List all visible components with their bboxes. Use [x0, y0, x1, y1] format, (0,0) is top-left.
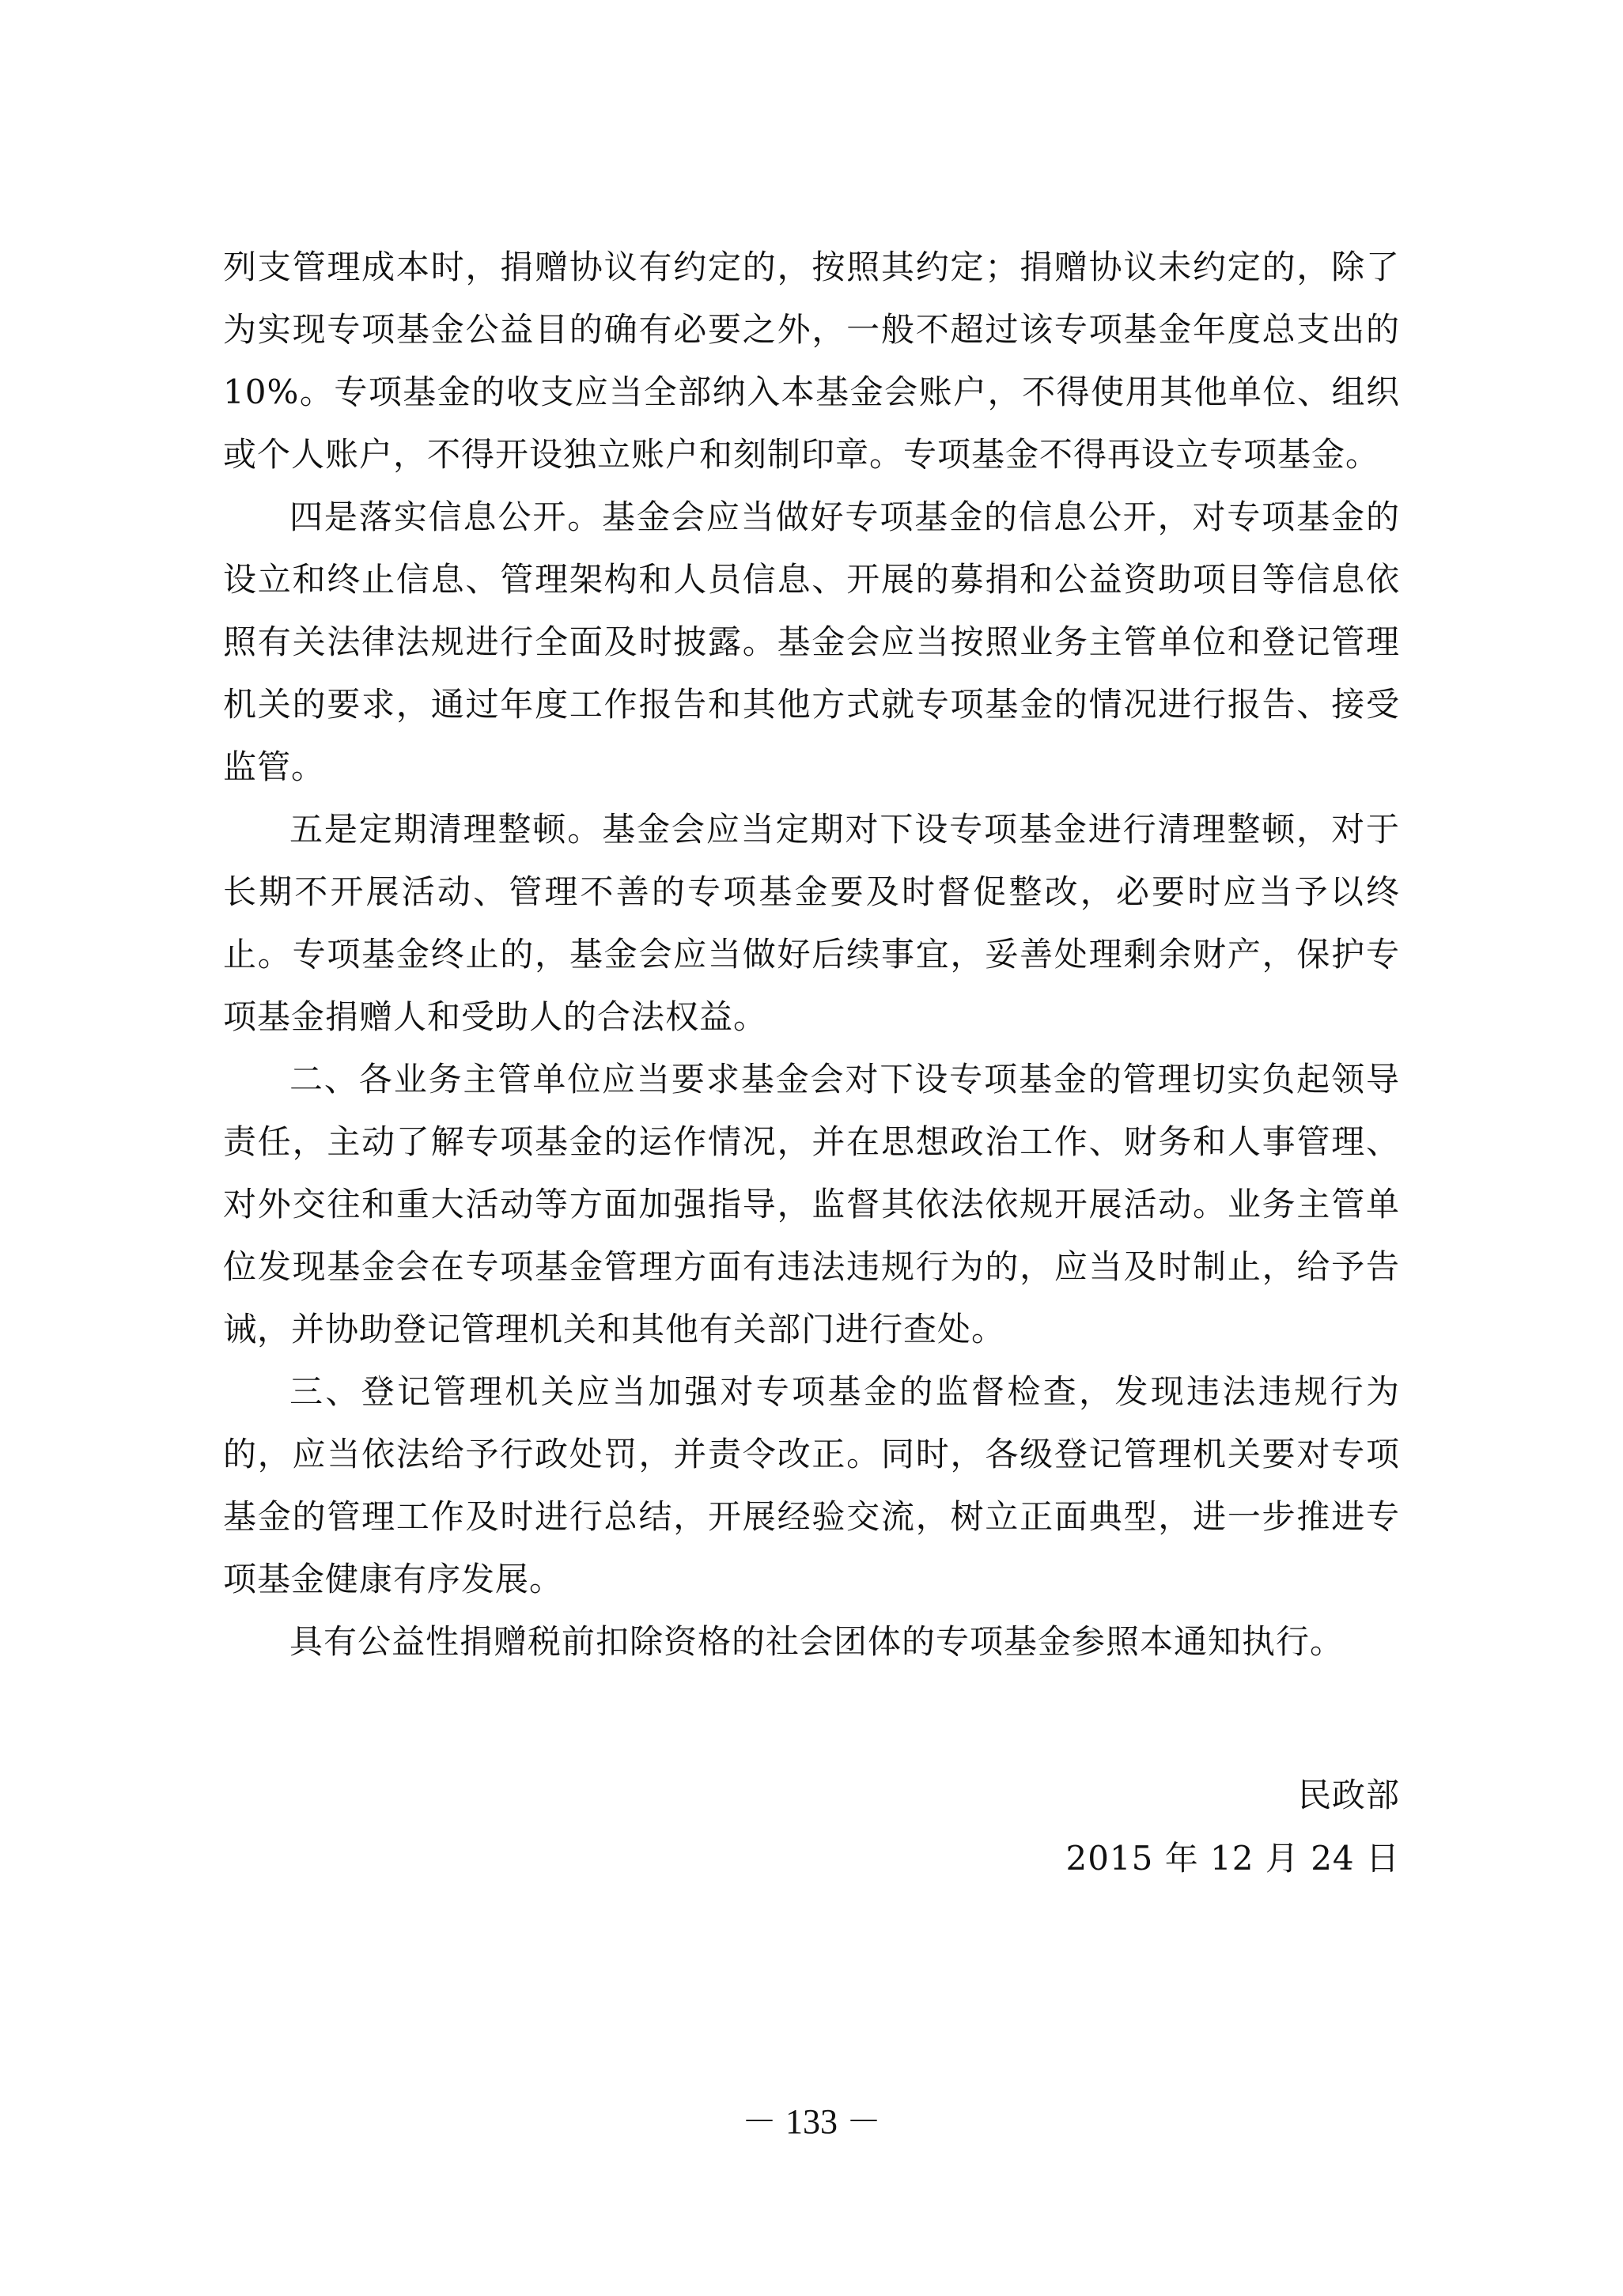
issue-date: 2015 年 12 月 24 日 [1065, 1839, 1400, 1878]
issuer-name: 民政部 [1297, 1776, 1400, 1814]
page-number: － 133 － [742, 2102, 881, 2141]
paragraph-closing-note: 具有公益性捐赠税前扣除资格的社会团体的专项基金参照本通知执行。 [289, 1622, 1345, 1661]
document-body [223, 236, 1400, 1673]
paragraph-information-disclosure: 四是落实信息公开。基金会应当做好专项基金的信息公开，对专项基金的设立和终止信息、管理架构和人员信息、开展的募捐和公益资助项目等信息依照有关法律法规进行全面及时披露。基金会应当按照业务主管单位和登记管理机关的要求，通过年度工作报告和其他方式就专项基金的情况进行报告、接受监管。 [223, 497, 1400, 786]
paragraph-section-three: 三、登记管理机关应当加强对专项基金的监督检查，发现违法违规行为的，应当依法给予行政处罚，并责令改正。同时，各级登记管理机关要对专项基金的管理工作及时进行总结，开展经验交流，树立正面典型，进一步推进专项基金健康有序发展。 [223, 1372, 1400, 1598]
signature-block [1065, 1764, 1400, 1890]
paragraph-periodic-cleanup: 五是定期清理整顿。基金会应当定期对下设专项基金进行清理整顿，对于长期不开展活动、管理不善的专项基金要及时督促整改，必要时应当予以终止。专项基金终止的，基金会应当做好后续事宜，妥善处理剩余财产，保护专项基金捐赠人和受助人的合法权益。 [223, 810, 1400, 1036]
paragraph-section-two: 二、各业务主管单位应当要求基金会对下设专项基金的管理切实负起领导责任，主动了解专项基金的运作情况，并在思想政治工作、财务和人事管理、对外交往和重大活动等方面加强指导，监督其依法依规开展活动。业务主管单位发现基金会在专项基金管理方面有违法违规行为的，应当及时制止，给予告诫，并协助登记管理机关和其他有关部门进行查处。 [223, 1060, 1400, 1348]
paragraph-continuation: 列支管理成本时，捐赠协议有约定的，按照其约定；捐赠协议未约定的，除了为实现专项基金公益目的确有必要之外，一般不超过该专项基金年度总支出的 10%。专项基金的收支应当全部纳入本基金会账户，不得使用其他单位、组织或个人账户，不得开设独立账户和刻制印章。专项基金不得再设立专项基金。 [223, 248, 1400, 474]
